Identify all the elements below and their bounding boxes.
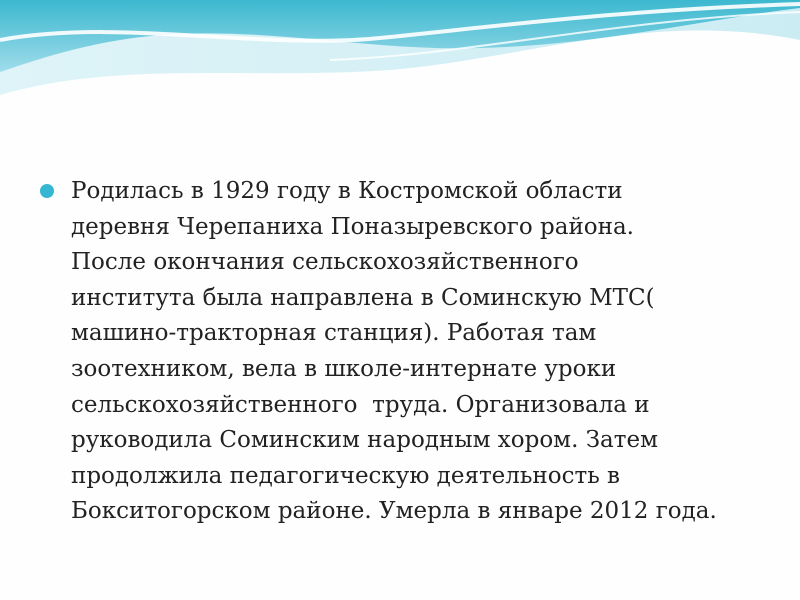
text-line: руководила Соминским народным хором. Затем (71, 427, 658, 454)
text-line: сельскохозяйственного труда. Организовала и (71, 391, 650, 418)
text-line: института была направлена в Соминскую МТС( (71, 284, 655, 311)
bullet-dot-icon (40, 184, 54, 198)
text-line: зоотехником, вела в школе-интернате уроки (71, 355, 617, 382)
text-line: После окончания сельскохозяйственного (71, 249, 579, 276)
text-line: машино-тракторная станция). Работая там (71, 320, 597, 347)
text-line: деревня Черепаниха Поназыревского района. (71, 213, 634, 240)
content-body (40, 174, 740, 530)
text-line: Родилась в 1929 году в Костромской области (71, 178, 623, 204)
biography-text (71, 174, 717, 530)
text-line: продолжила педагогическую деятельность в (71, 462, 620, 489)
bullet-item (40, 174, 740, 530)
text-line: Бокситогорском районе. Умерла в январе 2012 года. (71, 498, 717, 525)
header-wave-decoration (0, 0, 800, 130)
